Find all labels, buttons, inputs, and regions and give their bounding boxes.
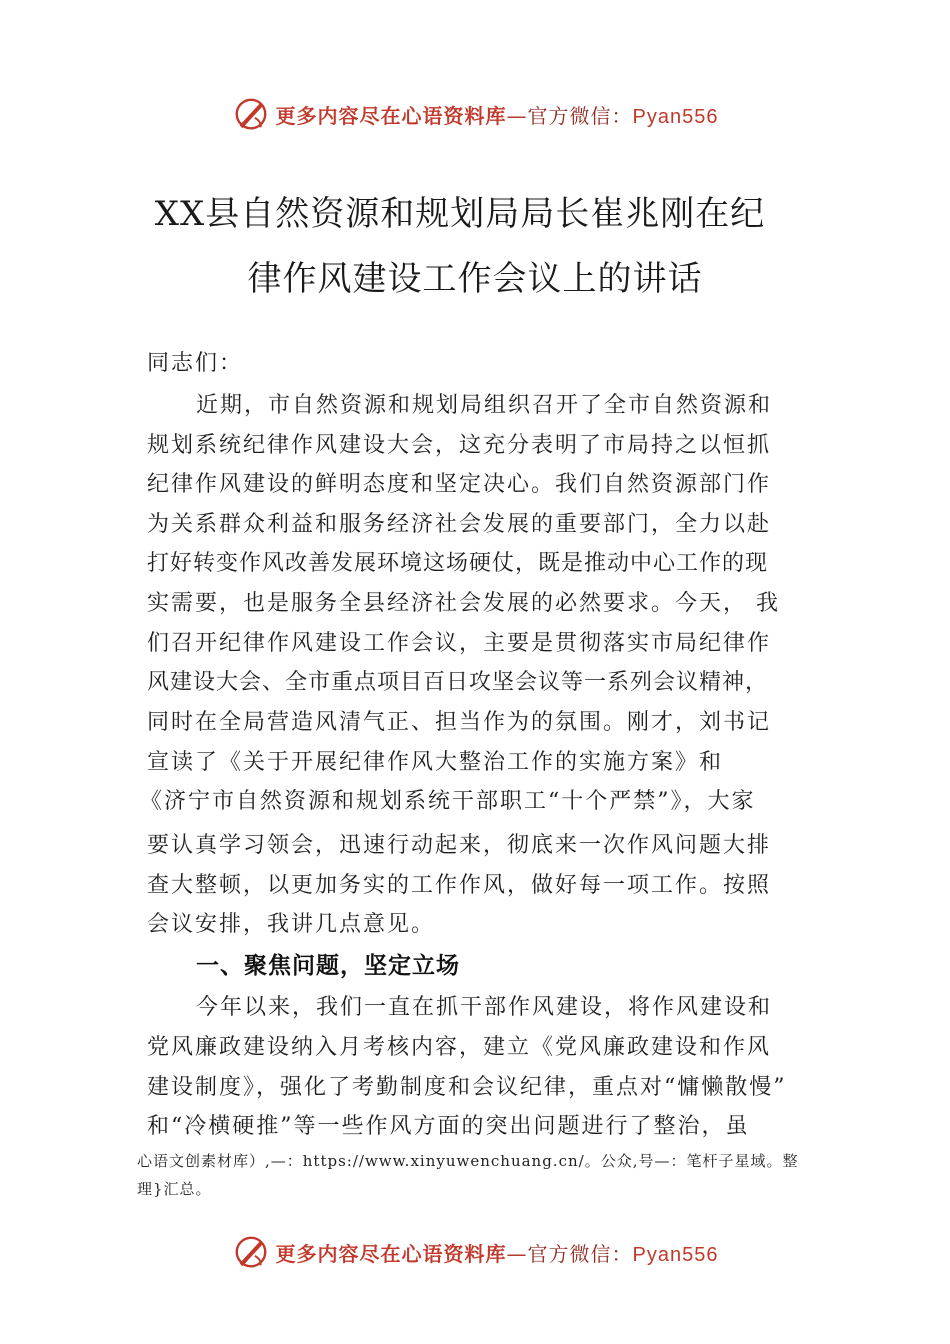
banner-library-text: 更多内容尽在心语资料库 xyxy=(275,1241,507,1266)
paragraph-line: 要认真学习领会，迅速行动起来，彻底来一次作风问题大排 xyxy=(147,833,772,858)
paragraph-line: 实需要，也是服务全县经济社会发展的必然要求。今天， 我 xyxy=(147,591,780,616)
banner-text xyxy=(276,100,719,129)
paragraph-line: 和“冷横硬推”等一些作风方面的突出问题进行了整治，虽 xyxy=(147,1114,750,1139)
banner-wechat-label: 官方微信： xyxy=(527,103,633,128)
paragraph-line: 近期，市自然资源和规划局组织召开了全市自然资源和 xyxy=(196,393,773,418)
paragraph-line: 打好转变作风改善发展环境这场硬仗，既是推动中心工作的现 xyxy=(147,551,769,576)
pen-logo-icon xyxy=(232,1233,270,1271)
paragraph-line: 为关系群众利益和服务经济社会发展的重要部门，全力以赴 xyxy=(147,512,772,537)
banner-separator: — xyxy=(506,1241,528,1266)
banner-wechat-label: 官方微信： xyxy=(527,1241,633,1266)
document-title-line-1: XX县自然资源和规划局局长崔兆刚在纪 xyxy=(154,194,766,234)
pen-logo-icon xyxy=(232,95,270,133)
paragraph-line: 今年以来，我们一直在抓干部作风建设，将作风建设和 xyxy=(196,995,773,1020)
paragraph-line: 宣读了《关于开展纪律作风大整治工作的实施方案》和 xyxy=(147,750,724,775)
watermark-banner-top xyxy=(0,92,950,136)
footer-note-line: 理}汇总。 xyxy=(137,1180,212,1198)
paragraph-line: 风建设大会、全市重点项目百日攻坚会议等一系列会议精神， xyxy=(147,670,769,695)
paragraph-line: 纪律作风建设的鲜明态度和坚定决心。我们自然资源部门作 xyxy=(147,472,772,497)
paragraph-line: 会议安排，我讲几点意见。 xyxy=(147,912,436,937)
banner-wechat-id: Pyan556 xyxy=(632,105,719,128)
paragraph-line: 《济宁市自然资源和规划系统干部职工“十个严禁”》，大家 xyxy=(140,789,756,814)
banner-wechat-id: Pyan556 xyxy=(632,1243,719,1266)
paragraph-line: 同时在全局营造风清气正、担当作为的氛围。刚才，刘书记 xyxy=(147,710,772,735)
paragraph-line: 查大整顿，以更加务实的工作作风，做好每一项工作。按照 xyxy=(147,873,772,898)
paragraph-line: 建设制度》，强化了考勤制度和会议纪律，重点对“慵懒散慢” xyxy=(147,1075,787,1100)
section-heading: 一、聚焦问题，坚定立场 xyxy=(196,953,460,979)
paragraph-line: 规划系统纪律作风建设大会，这充分表明了市局持之以恒抓 xyxy=(147,433,772,458)
banner-library-text: 更多内容尽在心语资料库 xyxy=(275,103,507,128)
watermark-banner-bottom xyxy=(0,1230,950,1274)
paragraph-line: 党风廉政建设纳入月考核内容，建立《党风廉政建设和作风 xyxy=(147,1035,772,1060)
paragraph-line: 们召开纪律作风建设工作会议，主要是贯彻落实市局纪律作 xyxy=(147,631,772,656)
salutation: 同志们： xyxy=(147,351,244,376)
document-title-line-2: 律作风建设工作会议上的讲话 xyxy=(247,259,703,299)
footer-note-line: 心语文创素材库）,—：https://www.xinyuwenchuang.cn/。公众,号—：笔杆子星域。整 xyxy=(137,1152,799,1170)
banner-text xyxy=(276,1238,719,1267)
banner-separator: — xyxy=(506,103,528,128)
